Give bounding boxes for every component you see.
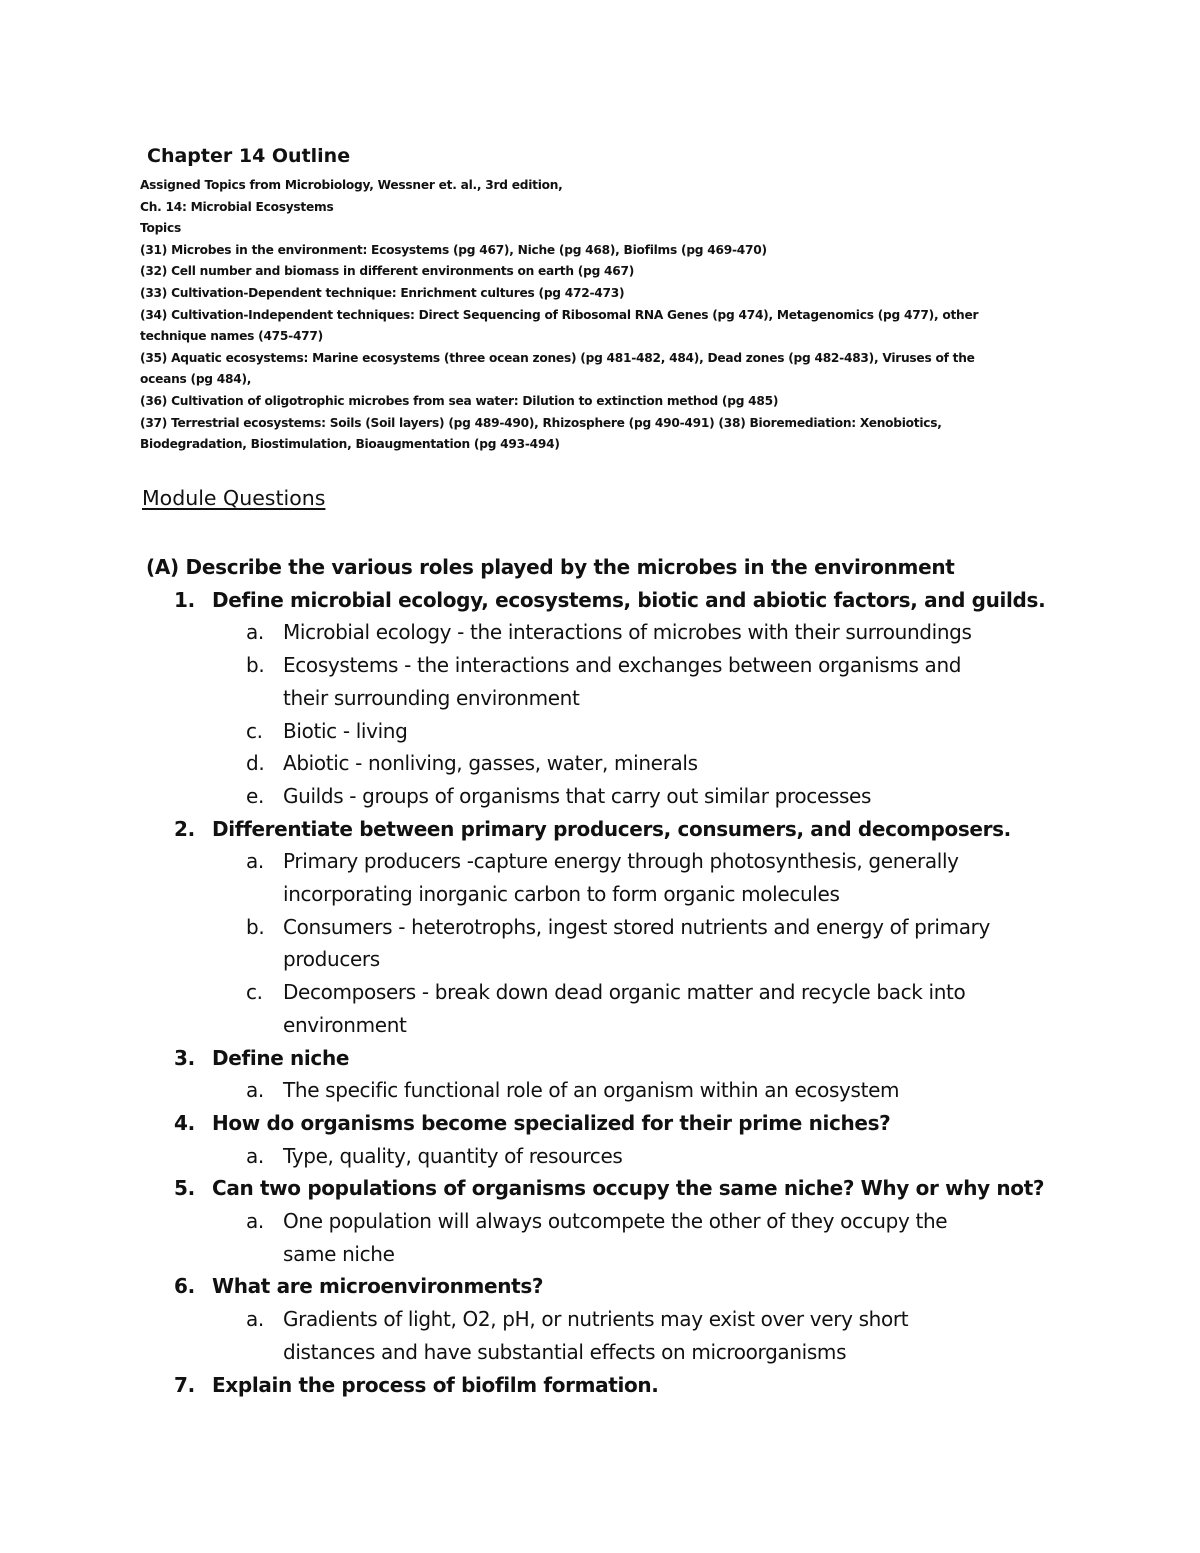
question-number: 6. (174, 1274, 195, 1299)
answer-item (146, 715, 1086, 748)
answer-text-line: Guilds - groups of organisms that carry out similar processes (283, 783, 872, 808)
outline-line: Ch. 14: Microbial Ecosystems (140, 199, 334, 214)
outline-line: (34) Cultivation-Independent techniques: Direct Sequencing of Ribosomal RNA Genes (pg 474), Metagenomics (pg 477), other (140, 307, 979, 322)
question-list (146, 584, 1086, 1402)
outline-line: (33) Cultivation-Dependent technique: Enrichment cultures (pg 472-473) (140, 285, 625, 300)
answer-item (146, 1303, 1086, 1368)
outline-line: Topics (140, 221, 181, 236)
outline-line: (32) Cell number and biomass in different environments on earth (pg 467) (140, 264, 635, 279)
answer-text-line: Gradients of light, O2, pH, or nutrients may exist over very short (283, 1307, 909, 1332)
outline-line: (35) Aquatic ecosystems: Marine ecosystems (three ocean zones) (pg 481-482, 484), Dead zones (pg 482-483), Viruses of the (140, 350, 975, 365)
answer-letter: e. (246, 783, 264, 808)
answer-letter: b. (246, 914, 265, 939)
answer-letter: b. (246, 653, 265, 678)
answer-item (146, 616, 1086, 649)
answer-letter: c. (246, 718, 263, 743)
answer-letter: a. (246, 1307, 264, 1332)
module-questions (146, 551, 1086, 1401)
answer-item (146, 649, 1086, 714)
question-text: Differentiate between primary producers, consumers, and decomposers. (212, 816, 1011, 841)
answer-item (146, 845, 1086, 910)
answer-letter: a. (246, 849, 264, 874)
question-text: Define niche (212, 1045, 350, 1070)
answer-text-line: Abiotic - nonliving, gasses, water, minerals (283, 751, 698, 776)
question-number: 2. (174, 816, 195, 841)
answer-letter: d. (246, 751, 265, 776)
answer-text-line: Microbial ecology - the interactions of microbes with their surroundings (283, 620, 972, 645)
outline-line: (31) Microbes in the environment: Ecosystems (pg 467), Niche (pg 468), Biofilms (pg 469-470) (140, 242, 767, 257)
question-text: Define microbial ecology, ecosystems, biotic and abiotic factors, and guilds. (212, 587, 1046, 612)
question-item (146, 1042, 1086, 1075)
answer-text-line: incorporating inorganic carbon to form organic molecules (283, 882, 840, 907)
outline-line: oceans (pg 484), (140, 372, 252, 387)
chapter-title: Chapter 14 Outline (147, 145, 351, 167)
answer-text-line: Type, quality, quantity of resources (283, 1143, 623, 1168)
question-number: 1. (174, 587, 195, 612)
answer-item (146, 1074, 1086, 1107)
question-number: 7. (174, 1372, 195, 1397)
answer-text-line: Consumers - heterotrophs, ingest stored nutrients and energy of primary (283, 914, 990, 939)
answer-item (146, 780, 1086, 813)
question-text: Can two populations of organisms occupy the same niche? Why or why not? (212, 1176, 1045, 1201)
outline-line: Assigned Topics from Microbiology, Wessner et. al., 3rd edition, (140, 178, 563, 192)
module-questions-heading: Module Questions (142, 486, 326, 510)
question-text: What are microenvironments? (212, 1274, 544, 1299)
answer-item (146, 747, 1086, 780)
question-item (146, 1270, 1086, 1303)
answer-letter: a. (246, 1143, 264, 1168)
question-item (146, 1172, 1086, 1205)
answer-item (146, 1205, 1086, 1270)
question-text: Explain the process of biofilm formation. (212, 1372, 659, 1397)
answer-text-line: The specific functional role of an organism within an ecosystem (283, 1078, 900, 1103)
answer-text-line: Ecosystems - the interactions and exchanges between organisms and (283, 653, 962, 678)
answer-letter: a. (246, 1209, 264, 1234)
question-item (146, 1369, 1086, 1402)
answer-text-line: distances and have substantial effects on microorganisms (283, 1339, 847, 1364)
question-item (146, 1107, 1086, 1140)
answer-text-line: Primary producers -capture energy through photosynthesis, generally (283, 849, 959, 874)
chapter-outline (140, 143, 1060, 456)
answer-letter: c. (246, 980, 263, 1005)
question-number: 5. (174, 1176, 195, 1201)
answer-item (146, 911, 1086, 976)
outline-line: technique names (475-477) (140, 329, 323, 344)
question-number: 4. (174, 1110, 195, 1135)
answer-text-line: environment (283, 1012, 407, 1037)
answer-item (146, 976, 1086, 1041)
answer-letter: a. (246, 1078, 264, 1103)
answer-text-line: producers (283, 947, 380, 972)
section-heading: (A) Describe the various roles played by the microbes in the environment (146, 555, 955, 579)
answer-text-line: Biotic - living (283, 718, 408, 743)
outline-lines (140, 175, 1060, 456)
question-number: 3. (174, 1045, 195, 1070)
question-text: How do organisms become specialized for their prime niches? (212, 1110, 891, 1135)
answer-text-line: Decomposers - break down dead organic matter and recycle back into (283, 980, 966, 1005)
outline-line: (36) Cultivation of oligotrophic microbes from sea water: Dilution to extinction method (pg 485) (140, 393, 779, 408)
answer-text-line: same niche (283, 1241, 395, 1266)
question-item (146, 813, 1086, 846)
outline-line: Biodegradation, Biostimulation, Bioaugmentation (pg 493-494) (140, 437, 560, 452)
question-item (146, 584, 1086, 617)
outline-line: (37) Terrestrial ecosystems: Soils (Soil layers) (pg 489-490), Rhizosphere (pg 490-491) (38) Bioremediation: Xenobiotics, (140, 415, 942, 430)
answer-item (146, 1140, 1086, 1173)
answer-text-line: One population will always outcompete the other of they occupy the (283, 1209, 948, 1234)
answer-letter: a. (246, 620, 264, 645)
answer-text-line: their surrounding environment (283, 685, 580, 710)
